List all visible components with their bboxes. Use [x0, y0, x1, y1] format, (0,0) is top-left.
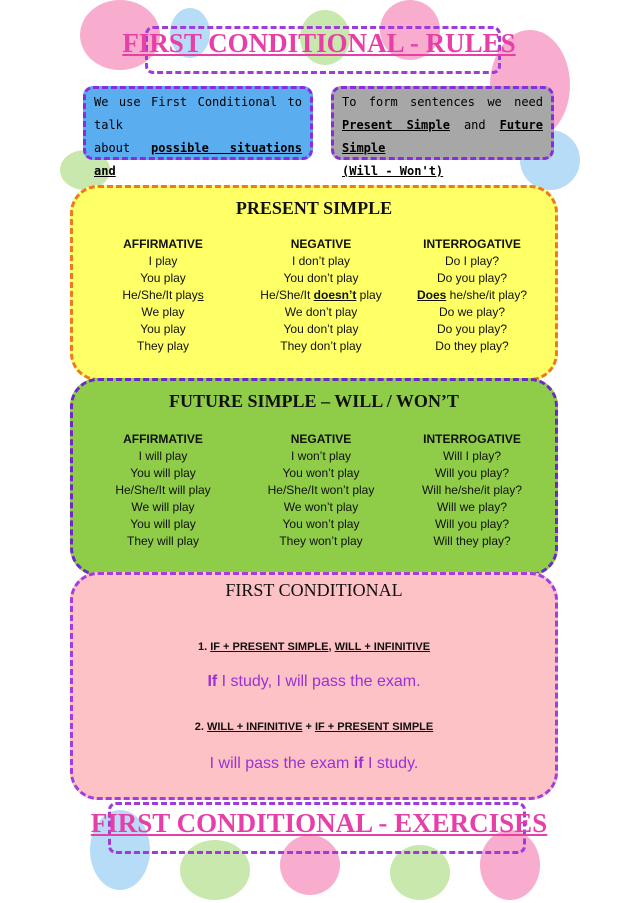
table-cell: I won’t play [290, 449, 352, 463]
exercises-title: FIRST CONDITIONAL - EXERCISES [90, 808, 548, 838]
table-cell: They will play [126, 534, 200, 548]
rule-2: 2. WILL + INFINITIVE + IF + PRESENT SIMPLE [194, 721, 434, 733]
column-header: AFFIRMATIVE [123, 237, 203, 251]
table-cell: You won’t play [282, 517, 360, 531]
table-cell: We don’t play [284, 305, 358, 319]
intro-right-box [331, 86, 554, 178]
table-cell: We won’t play [283, 500, 359, 514]
intro-left-line1: We use First Conditional to talk [94, 95, 302, 132]
table-cell: Will they play? [433, 534, 511, 548]
table-cell: I don’t play [291, 254, 351, 268]
present-simple-table [73, 236, 555, 355]
present-interrogative-column [389, 236, 555, 355]
table-cell: Will you play? [434, 466, 510, 480]
table-cell: Will we play? [436, 500, 508, 514]
present-negative-column [253, 236, 389, 355]
page-title: FIRST CONDITIONAL - RULES [122, 28, 516, 58]
intro-right-line1: To form sentences we need [342, 95, 543, 109]
present-simple-panel [70, 185, 558, 381]
table-cell: You play [140, 271, 186, 285]
table-cell: You don’t play [283, 322, 359, 336]
rule-1: 1. IF + PRESENT SIMPLE, WILL + INFINITIVE [197, 641, 431, 653]
first-conditional-title: FIRST CONDITIONAL [225, 580, 403, 600]
future-affirmative-column [73, 431, 253, 550]
example-1: If I study, I will pass the exam. [207, 673, 421, 690]
column-header: NEGATIVE [290, 432, 352, 446]
table-cell: You play [140, 322, 186, 336]
table-cell: They won’t play [279, 534, 363, 548]
column-header: INTERROGATIVE [423, 237, 521, 251]
intro-right-line3: (Will - Won't) [342, 164, 444, 178]
future-negative-column [253, 431, 389, 550]
table-cell: Will you play? [434, 517, 510, 531]
table-cell: You won’t play [282, 466, 360, 480]
column-header: AFFIRMATIVE [123, 432, 203, 446]
future-simple-panel [70, 378, 558, 576]
present-simple-title: PRESENT SIMPLE [235, 198, 393, 218]
future-interrogative-column [389, 431, 555, 550]
table-cell: You will play [130, 466, 196, 480]
column-header: NEGATIVE [290, 237, 352, 251]
table-cell: Do you play? [436, 322, 508, 336]
table-cell: Do we play? [438, 305, 506, 319]
table-cell: They play [136, 339, 190, 353]
table-cell: Do you play? [436, 271, 508, 285]
table-cell: He/She/It plays [122, 288, 204, 302]
future-simple-table [73, 431, 555, 550]
table-cell: Will he/she/it play? [421, 483, 523, 497]
future-simple-title: FUTURE SIMPLE – WILL / WON’T [169, 391, 459, 411]
table-cell: I play [148, 254, 178, 268]
table-cell: You will play [130, 517, 196, 531]
table-cell: We play [141, 305, 185, 319]
intro-left-line2: about possible situations and [94, 141, 302, 178]
intro-left-box [83, 86, 313, 178]
table-cell: He/She/It doesn’t play [260, 288, 382, 302]
table-cell: Do they play? [435, 339, 509, 353]
column-header: INTERROGATIVE [423, 432, 521, 446]
table-cell: Does he/she/it play? [416, 288, 528, 302]
table-cell: We will play [131, 500, 195, 514]
table-cell: Do I play? [444, 254, 500, 268]
first-conditional-panel [70, 572, 558, 800]
present-affirmative-column [73, 236, 253, 355]
table-cell: Will I play? [442, 449, 501, 463]
table-cell: They don’t play [280, 339, 362, 353]
table-cell: He/She/It won’t play [267, 483, 375, 497]
table-cell: You don’t play [283, 271, 359, 285]
table-cell: I will play [138, 449, 188, 463]
intro-right-line2: Present Simple and Future Simple [342, 118, 543, 155]
table-cell: He/She/It will play [115, 483, 211, 497]
example-2: I will pass the exam if I study. [209, 755, 419, 772]
